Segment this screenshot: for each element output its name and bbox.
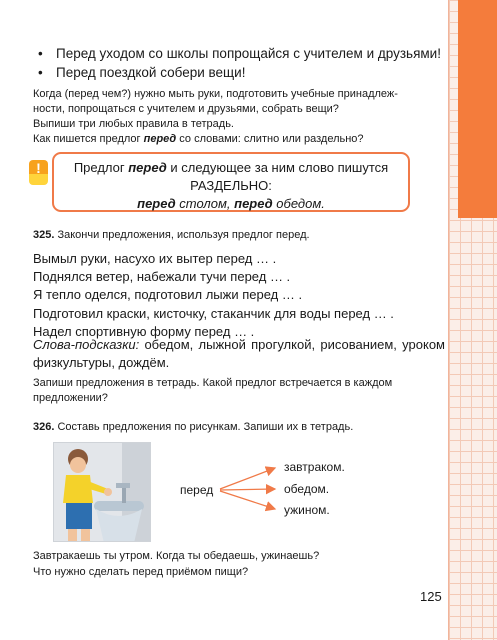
exercise-325-heading: 325. Закончи предложения, используя предлог перед. [33, 229, 310, 241]
exercise-326-questions: Завтракаешь ты утром. Когда ты обедаешь, ужинаешь? Что нужно сделать перед приёмом пищи? [33, 550, 320, 578]
hint-words: Слова-подсказки: обедом, лыжной прогулкой, рисованием, уроком физкультуры, дождём. [33, 337, 445, 370]
rule-examples: перед столом, перед обедом. [137, 196, 325, 211]
word-diagram [170, 452, 430, 532]
list-item: Подготовил краски, кисточку, стаканчик для воды перед … . [33, 305, 394, 321]
list-item: Вымыл руки, насухо их вытер перед … . [33, 251, 277, 266]
source-word: перед [180, 483, 214, 497]
exclamation-icon: ! [29, 160, 48, 185]
arrow-to-breakfast [220, 468, 275, 489]
rule-box: Предлог перед и следующее за ним слово пишутся РАЗДЕЛЬНО: перед столом, перед обедом. [52, 152, 410, 212]
target-word-lunch: обедом. [284, 482, 330, 496]
boy-washing-hands-illustration [53, 442, 151, 542]
target-word-breakfast: завтраком. [284, 460, 345, 474]
chapter-tab [458, 0, 497, 218]
bullet-list [38, 44, 441, 82]
list-item: • Перед уходом со школы попрощайся с учителем и друзьями! [38, 46, 441, 61]
question-line: Как пишется предлог перед со словами: слитно или раздельно? [33, 133, 364, 145]
exercise-325-sentences [33, 250, 394, 341]
bullet-icon: • [38, 46, 43, 61]
list-item: • Перед поездкой собери вещи! [38, 65, 246, 80]
target-word-dinner: ужином. [284, 503, 330, 517]
list-item: Надел спортивную форму перед … . [33, 323, 255, 339]
arrow-to-dinner [220, 491, 275, 509]
bullet-icon: • [38, 65, 43, 80]
list-item: Поднялся ветер, набежали тучи перед … . [33, 269, 291, 285]
exercise-326-heading: 326. Составь предложения по рисункам. Запиши их в тетрадь. [33, 421, 354, 433]
page-number: 125 [420, 589, 442, 604]
arrow-to-lunch [220, 489, 275, 490]
list-item: Я тепло оделся, подготовил лыжи перед … . [33, 287, 303, 303]
intro-paragraph: Когда (перед чем?) нужно мыть руки, подготовить учебные принадлеж- ности, попрощаться с учителем и друзьями, собрать вещи? Выпиши три любых правила в тетрадь. Как пишется предлог перед со словами: слитно или раздельно? [33, 87, 448, 147]
exercise-325-task: Запиши предложения в тетрадь. Какой предлог встречается в каждом предложении? [33, 377, 393, 404]
